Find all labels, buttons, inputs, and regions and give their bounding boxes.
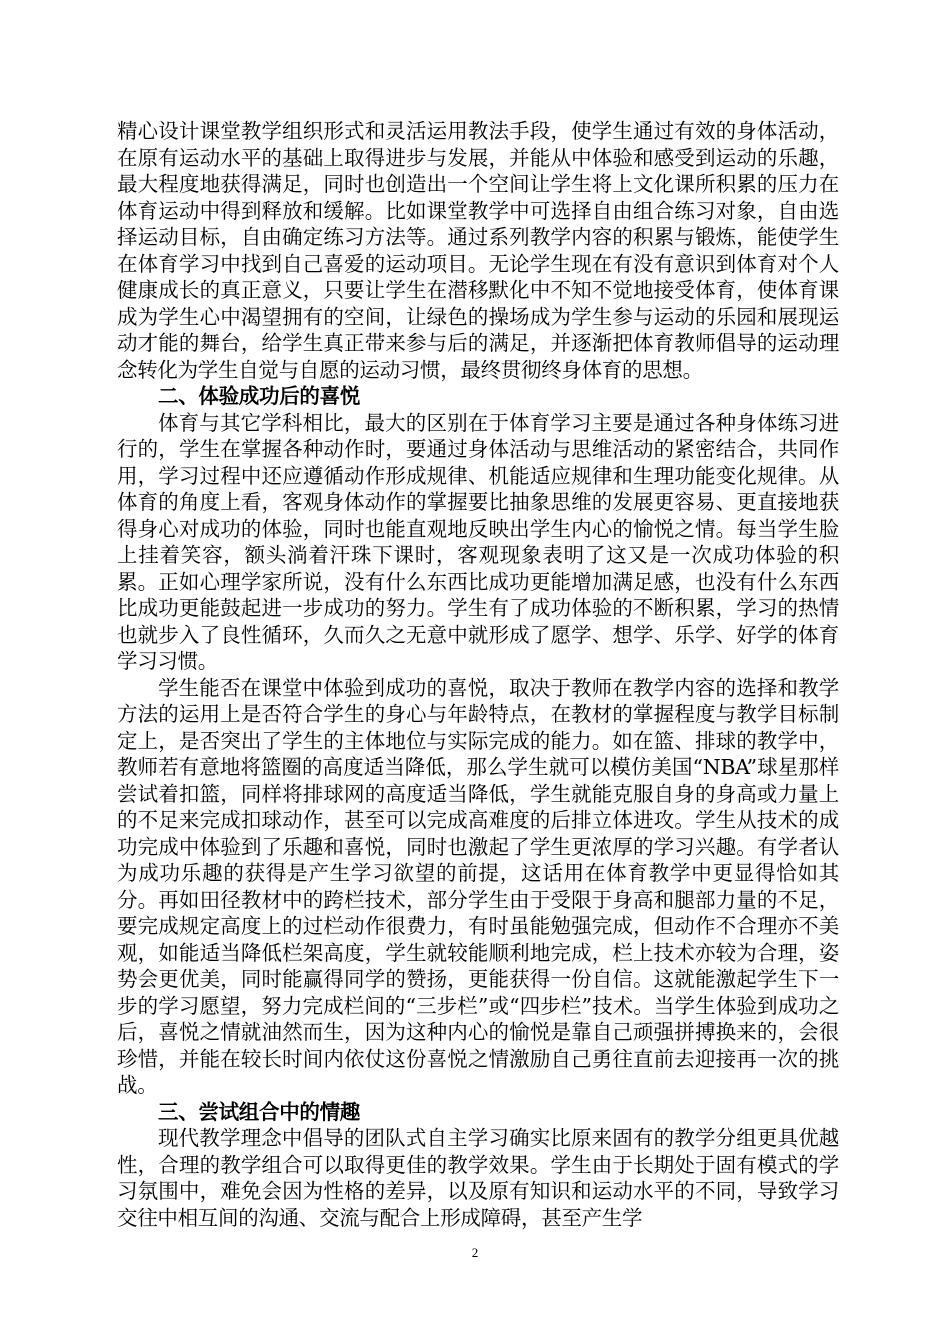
paragraph-success-1: 体育与其它学科相比，最大的区别在于体育学习主要是通过各种身体练习进行的，学生在掌握各种动作时，要通过身体活动与思维活动的紧密结合，共同作用，学习过程中还应遵循动作形成规律、机能适应规律和生理功能变化规律。从体育的角度上看，客观身体动作的掌握要比抽象思维的发展更容易、更直接地获得身心对成功的体验，同时也能直观地反映出学生内心的愉悦之情。每当学生脸上挂着笑容，额头淌着汗珠下课时，客观现象表明了这又是一次成功体验的积累。正如心理学家所说，没有什么东西比成功更能增加满足感，也没有什么东西比成功更能鼓起进一步成功的努力。学生有了成功体验的不断积累，学习的热情也就步入了良性循环，久而久之无意中就形成了愿学、想学、乐学、好学的体育学习习惯。 bbox=[117, 410, 839, 673]
document-page bbox=[117, 118, 839, 1231]
section-heading-2: 二、体验成功后的喜悦 bbox=[158, 384, 360, 408]
section-heading-3: 三、尝试组合中的情趣 bbox=[158, 1099, 360, 1124]
page-number: 2 bbox=[471, 1245, 479, 1260]
paragraph-intro: 精心设计课堂教学组织形式和灵活运用教法手段，使学生通过有效的身体活动，在原有运动水平的基础上取得进步与发展，并能从中体验和感受到运动的乐趣，最大程度地获得满足，同时也创造出一个空间让学生将上文化课所积累的压力在体育运动中得到释放和缓解。比如课堂教学中可选择自由组合练习对象，自由选择运动目标，自由确定练习方法等。通过系列教学内容的积累与锻炼，能使学生在体育学习中找到自己喜爱的运动项目。无论学生现在有没有意识到体育对个人健康成长的真正意义，只要让学生在潜移默化中不知不觉地接受体育，使体育课成为学生心中渴望拥有的空间，让绿色的操场成为学生参与运动的乐园和展现运动才能的舞台，给学生真正带来参与后的满足，并逐渐把体育教师倡导的运动理念转化为学生自觉与自愿的运动习惯，最终贯彻终身体育的思想。 bbox=[117, 119, 839, 382]
paragraph-success-2: 学生能否在课堂中体验到成功的喜悦，取决于教师在教学内容的选择和教学方法的运用上是否符合学生的身心与年龄特点，在教材的掌握程度与教学目标制定上，是否突出了学生的主体地位与实际完成的能力。如在篮、排球的教学中，教师若有意地将篮圈的高度适当降低，那么学生就可以模仿美国“NBA”球星那样尝试着扣篮，同样将排球网的高度适当降低，学生就能克服自身的身高或力量上的不足来完成扣球动作，甚至可以完成高难度的后排立体进攻。学生从技术的成功完成中体验到了乐趣和喜悦，同时也激起了学生更浓厚的学习兴趣。有学者认为成功乐趣的获得是产生学习欲望的前提，这话用在体育教学中更显得恰如其分。再如田径教材中的跨栏技术，部分学生由于受限于身高和腿部力量的不足，要完成规定高度上的过栏动作很费力，有时虽能勉强完成，但动作不合理亦不美观，如能适当降低栏架高度，学生就较能顺利地完成，栏上技术亦较为合理，姿势会更优美，同时能赢得同学的赞扬，更能获得一份自信。这就能激起学生下一步的学习愿望，努力完成栏间的“三步栏”或“四步栏”技术。当学生体验到成功之后，喜悦之情就油然而生，因为这种内心的愉悦是靠自己顽强拼搏换来的，会很珍惜，并能在较长时间内依仗这份喜悦之情激励自己勇往直前去迎接再一次的挑战。 bbox=[117, 675, 839, 1097]
paragraph-combination: 现代教学理念中倡导的团队式自主学习确实比原来固有的教学分组更具优越性，合理的教学组合可以取得更佳的教学效果。学生由于长期处于固有模式的学习氛围中，难免会因为性格的差异，以及原有知识和运动水平的不同，导致学习交往中相互间的沟通、交流与配合上形成障碍，甚至产生学 bbox=[117, 1126, 839, 1230]
